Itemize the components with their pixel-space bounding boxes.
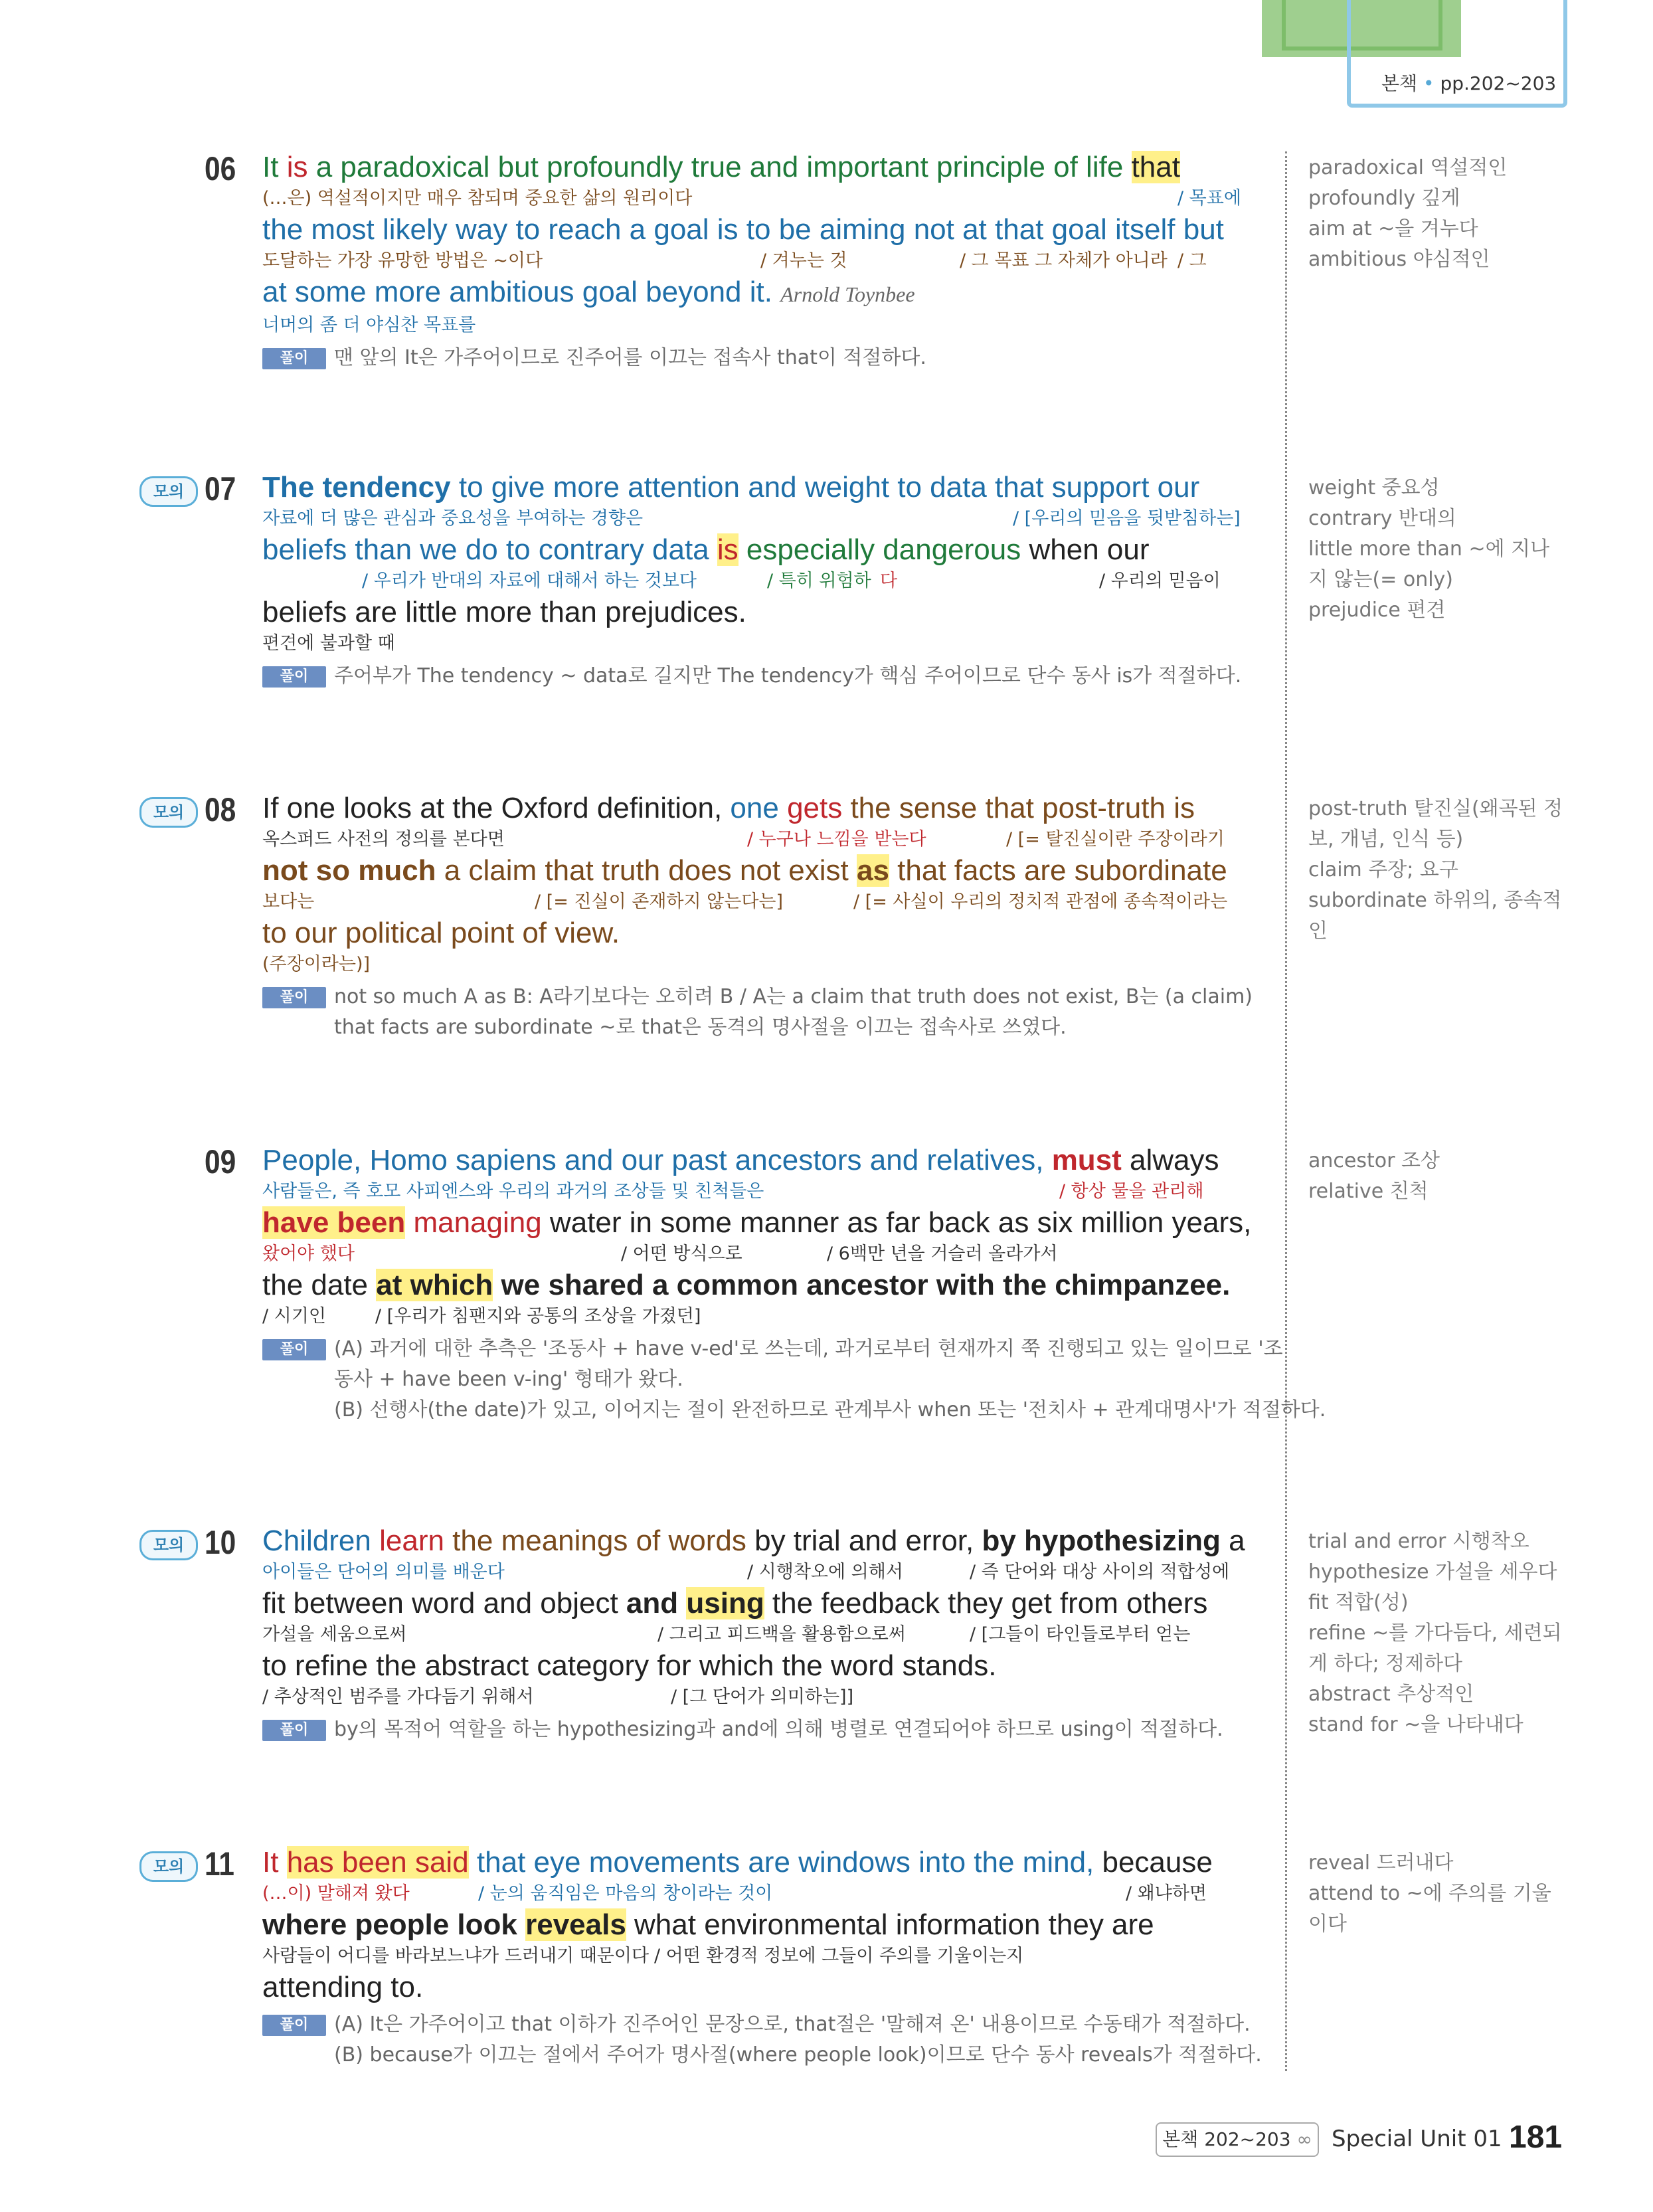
english-line: not so much a claim that truth does not exist as that facts are subordinate — [262, 854, 1227, 887]
mock-exam-badge: 모의 — [139, 1530, 198, 1560]
korean-line: 가설을 세움으로써 / 그리고 피드백을 활용함으로써 / [그들이 타인들로부터 얻는 — [262, 1624, 1191, 1645]
korean-line: (…이) 말해져 왔다 / 눈의 움직임은 마음의 창이라는 것이 / 왜냐하면 — [262, 1883, 1207, 1904]
vocab-item: profoundly 깊게 — [1308, 187, 1460, 210]
page-number: 181 — [1509, 2120, 1563, 2155]
vocab-list — [1308, 1848, 1574, 1940]
english-line: to our political point of view. — [262, 917, 620, 949]
vocab-item: hypothesize 가설을 세우다 — [1308, 1560, 1557, 1584]
vocab-item: post-truth 탈진실(왜곡된 정 — [1308, 797, 1563, 820]
vocab-item: refine ~를 가다듬다, 세련되 — [1308, 1621, 1562, 1645]
vocab-item: prejudice 편견 — [1308, 599, 1446, 622]
note-tag: 풀이 — [262, 1339, 326, 1360]
english-line: People, Homo sapiens and our past ancestors and relatives, must always — [262, 1144, 1219, 1176]
english-line: The tendency to give more attention and weight to data that support our — [262, 471, 1200, 504]
vocab-item: paradoxical 역설적인 — [1308, 156, 1508, 179]
entry-body — [262, 470, 1358, 691]
english-line: beliefs than we do to contrary data is especially dangerous when our — [262, 533, 1150, 566]
korean-line: 왔어야 했다 / 어떤 방식으로 / 6백만 년을 거슬러 올라가서 — [262, 1244, 1058, 1264]
english-line: at some more ambitious goal beyond it. Arnold Toynbee — [262, 276, 915, 308]
korean-line: 편견에 불과할 때 — [262, 633, 395, 654]
link-icon: ∞ — [1296, 2128, 1312, 2150]
entry-number: 11 — [205, 1845, 234, 1883]
vocab-item: 게 하다; 정제하다 — [1308, 1652, 1463, 1675]
korean-line: (…은) 역설적이지만 매우 참되며 중요한 삶의 원리이다 / 목표에 — [262, 188, 1241, 209]
vocab-list — [1308, 1146, 1574, 1207]
explanation-note: 풀이 (A) It은 가주어이고 that 이하가 진주어인 문장으로, that절은 '말해져 온' 내용이므로 수동태가 적절하다. (B) because가 이끄는 절에서 주어가 명사절(where people look)이므로 단수 동사 reveals가 적절하다. — [262, 2009, 1358, 2071]
entry-body — [262, 1845, 1358, 2071]
vocab-item: relative 친척 — [1308, 1180, 1429, 1203]
entry-body — [262, 1143, 1358, 1426]
korean-line: 보다는 / [= 진실이 존재하지 않는다는] / [= 사실이 우리의 정치적 관점에 종속적이라는 — [262, 891, 1228, 912]
vocab-item: subordinate 하위의, 종속적인 — [1308, 889, 1562, 943]
entry-body — [262, 1523, 1358, 1745]
korean-line: / 시기인 / [우리가 침팬지와 공통의 조상을 가졌던] — [262, 1306, 701, 1327]
vocab-list — [1308, 153, 1574, 275]
note-tag: 풀이 — [262, 1720, 326, 1741]
vocab-item: abstract 추상적인 — [1308, 1683, 1474, 1706]
english-line: the most likely way to reach a goal is to be aiming not at that goal itself but — [262, 213, 1224, 246]
mock-exam-badge: 모의 — [139, 1851, 198, 1882]
entry-body — [262, 149, 1358, 373]
note-tag: 풀이 — [262, 348, 326, 369]
english-line: the date at which we shared a common ancestor with the chimpanzee. — [262, 1269, 1231, 1301]
vocab-item: weight 중요성 — [1308, 476, 1440, 500]
english-line: beliefs are little more than prejudices. — [262, 596, 746, 628]
korean-line: 사람들은, 즉 호모 사피엔스와 우리의 과거의 조상들 및 친척들은 / 항상 물을 관리해 — [262, 1181, 1204, 1202]
entry-number: 09 — [205, 1143, 236, 1180]
english-line: It has been said that eye movements are windows into the mind, because — [262, 1846, 1213, 1879]
vocab-item: fit 적합(성) — [1308, 1591, 1409, 1614]
korean-line: 너머의 좀 더 야심찬 목표를 — [262, 315, 476, 335]
korean-line: 도달하는 가장 유망한 방법은 ~이다 / 겨누는 것 / 그 목표 그 자체가 아니라 / 그 — [262, 250, 1207, 271]
english-line: to refine the abstract category for which the word stands. — [262, 1649, 997, 1682]
vocab-item: claim 주장; 요구 — [1308, 858, 1458, 881]
mock-exam-badge: 모의 — [139, 797, 198, 828]
vocab-item: attend to ~에 주의를 기울 — [1308, 1882, 1551, 1905]
entry-number: 07 — [205, 470, 236, 507]
vocab-item: aim at ~을 겨누다 — [1308, 217, 1478, 240]
english-line: where people look reveals what environmental information they are — [262, 1908, 1154, 1941]
entry-body — [262, 790, 1358, 1043]
explanation-note: 풀이 by의 목적어 역할을 하는 hypothesizing과 and에 의해 병렬로 연결되어야 하므로 using이 적절하다. — [262, 1714, 1358, 1745]
book-reference-box: 본책 202~203 ∞ — [1156, 2122, 1319, 2157]
vocab-item: ancestor 조상 — [1308, 1149, 1440, 1172]
explanation-note: 풀이 not so much A as B: A라기보다는 오히려 B / A는 a claim that truth does not exist, B는 (a claim) that facts are subordinate ~로 that은 동격의 명사절을 이끄는 접속사로 쓰였다. — [262, 982, 1358, 1043]
note-tag: 풀이 — [262, 2015, 326, 2036]
entry-number: 08 — [205, 791, 236, 828]
vocab-item: contrary 반대의 — [1308, 507, 1456, 530]
vocab-item: ambitious 야심적인 — [1308, 248, 1490, 271]
korean-line: 아이들은 단어의 의미를 배운다 / 시행착오에 의해서 / 즉 단어와 대상 사이의 적합성에 — [262, 1562, 1230, 1582]
korean-line: 옥스퍼드 사전의 정의를 본다면 / 누구나 느낌을 받는다 / [= 탈진실이란 주장이라기 — [262, 829, 1225, 850]
korean-line: / 우리가 반대의 자료에 대해서 하는 것보다 / 특히 위험하 다 / 우리의 믿음이 — [362, 571, 1221, 591]
korean-line: 자료에 더 많은 관심과 중요성을 부여하는 경향은 / [우리의 믿음을 뒷받침하는] — [262, 508, 1241, 529]
note-tag: 풀이 — [262, 666, 326, 688]
column-divider — [1285, 151, 1287, 2071]
vocab-item: 지 않는(= only) — [1308, 568, 1454, 591]
explanation-note: 풀이 맨 앞의 It은 가주어이므로 진주어를 이끄는 접속사 that이 적절하다. — [262, 343, 1358, 373]
mock-exam-badge: 모의 — [139, 476, 198, 507]
english-line: If one looks at the Oxford definition, one gets the sense that post-truth is — [262, 792, 1195, 824]
korean-line: 사람들이 어디를 바라보느냐가 드러내기 때문이다 / 어떤 환경적 정보에 그들이 주의를 기울이는지 — [262, 1946, 1024, 1966]
explanation-note: 풀이 (A) 과거에 대한 추측은 '조동사 + have v-ed'로 쓰는데, 과거로부터 현재까지 쭉 진행되고 있는 일이므로 '조 동사 + have been v-ing' 형태가 왔다. (B) 선행사(the date)가 있고, 이어지는 절이 완전하므로 관계부사 when 또는 '전치사 + 관계대명사'가 적절하다. — [262, 1334, 1358, 1426]
unit-label: Special Unit 01 — [1332, 2126, 1502, 2152]
vocab-list — [1308, 1526, 1574, 1740]
vocab-item: little more than ~에 지나 — [1308, 537, 1550, 561]
english-line: It is a paradoxical but profoundly true and important principle of life that — [262, 151, 1180, 183]
vocab-item: 보, 개념, 인식 등) — [1308, 828, 1464, 851]
korean-line: (주장이라는)] — [262, 954, 371, 974]
vocab-item: reveal 드러내다 — [1308, 1851, 1454, 1875]
vocab-item: 이다 — [1308, 1912, 1347, 1936]
note-tag: 풀이 — [262, 987, 326, 1008]
vocab-item: trial and error 시행착오 — [1308, 1530, 1529, 1553]
korean-line: / 추상적인 범주를 가다듬기 위해서 / [그 단어가 의미하는]] — [262, 1687, 854, 1707]
page-reference-label — [1381, 69, 1556, 96]
dot-icon: • — [1417, 72, 1440, 94]
book-label: 본책 — [1381, 72, 1418, 94]
english-line: Children learn the meanings of words by trial and error, by hypothesizing a — [262, 1524, 1245, 1557]
vocab-item: stand for ~을 나타내다 — [1308, 1713, 1523, 1736]
entry-number: 10 — [205, 1524, 236, 1561]
entry-number: 06 — [205, 150, 236, 187]
english-line: fit between word and object and using the feedback they get from others — [262, 1587, 1208, 1619]
english-line: attending to. — [262, 1971, 424, 2003]
author-name: Arnold Toynbee — [780, 282, 915, 306]
explanation-note: 풀이 주어부가 The tendency ~ data로 길지만 The tendency가 핵심 주어이므로 단수 동사 is가 적절하다. — [262, 661, 1358, 691]
english-line: have been managing water in some manner as far back as six million years, — [262, 1206, 1252, 1239]
vocab-list — [1308, 794, 1574, 947]
vocab-list — [1308, 473, 1574, 626]
page-range: pp.202~203 — [1440, 72, 1557, 94]
